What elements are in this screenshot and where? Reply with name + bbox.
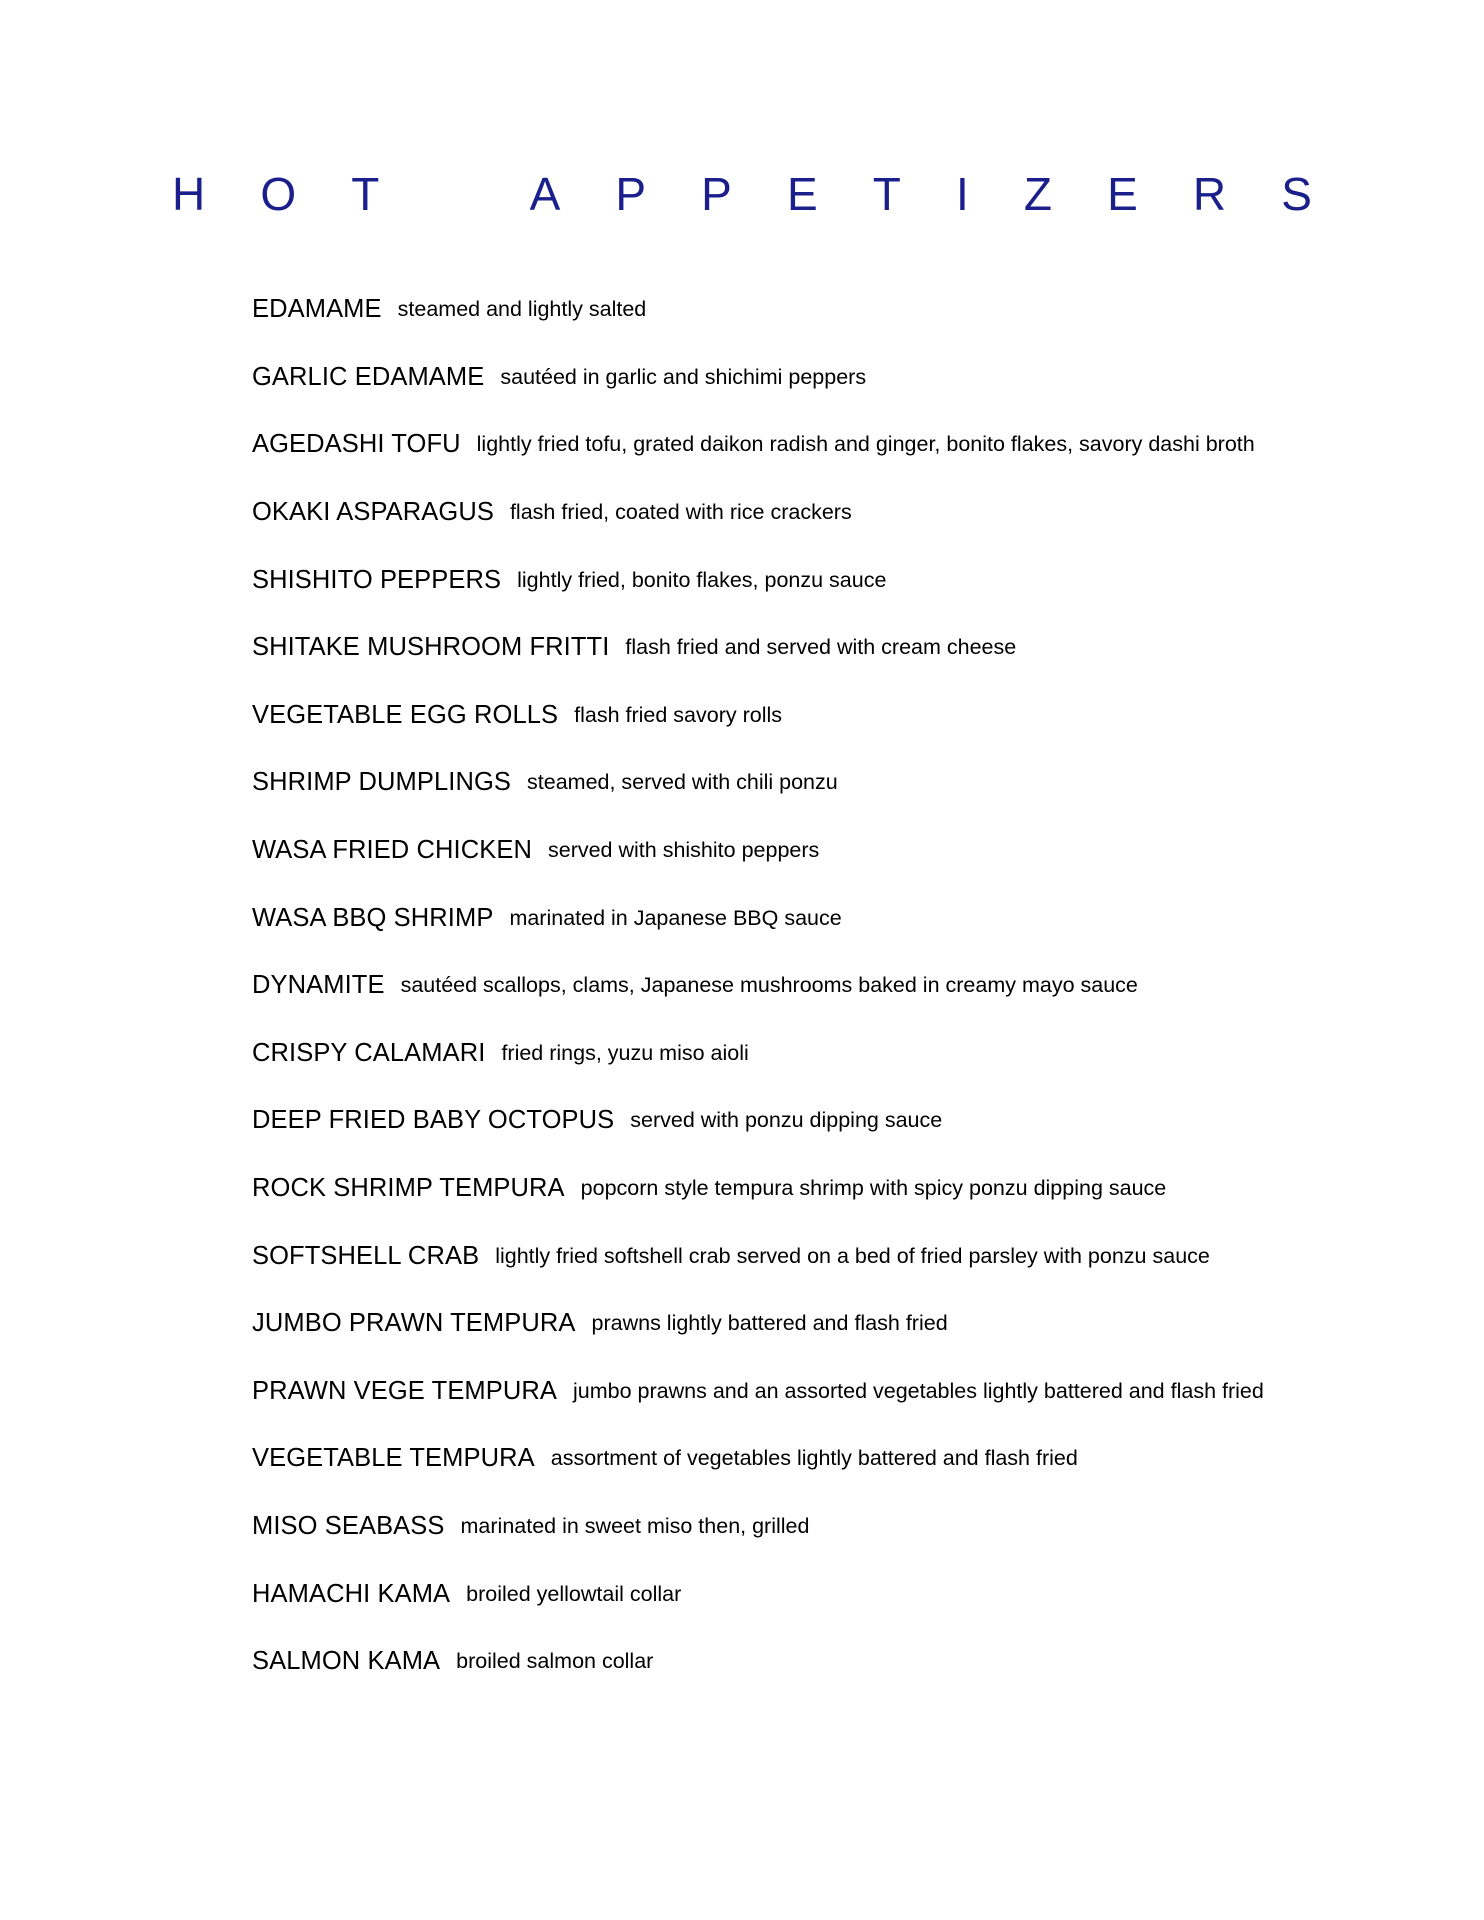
menu-item: [252, 1493, 1402, 1561]
title-letter: O: [260, 168, 297, 220]
item-name: SHRIMP DUMPLINGS: [252, 768, 512, 797]
item-description: served with shishito peppers: [547, 838, 820, 863]
item-name: EDAMAME: [252, 295, 382, 324]
menu-item: [252, 1020, 1402, 1088]
menu-item: [252, 546, 1402, 614]
item-description: jumbo prawns and an assorted vegetables lightly battered and flash fried: [573, 1378, 1264, 1403]
menu-item: [252, 884, 1402, 952]
item-description: assortment of vegetables lightly battered and flash fried: [550, 1446, 1078, 1471]
item-name: CRISPY CALAMARI: [252, 1038, 486, 1067]
item-description: broiled salmon collar: [456, 1649, 654, 1674]
item-name: PRAWN VEGE TEMPURA: [252, 1376, 558, 1405]
menu-item: [252, 276, 1402, 344]
menu-item: [252, 1358, 1402, 1426]
item-description: flash fried savory rolls: [574, 702, 783, 727]
item-description: prawns lightly battered and flash fried: [591, 1311, 948, 1336]
item-name: WASA BBQ SHRIMP: [252, 903, 494, 932]
item-name: DYNAMITE: [252, 971, 385, 1000]
title-letter: P: [701, 168, 732, 220]
item-description: flash fried and served with cream cheese: [625, 635, 1017, 660]
item-name: ROCK SHRIMP TEMPURA: [252, 1174, 565, 1203]
menu-item: [252, 479, 1402, 547]
title-letter: E: [786, 168, 818, 220]
item-description: lightly fried tofu, grated daikon radish and ginger, bonito flakes, savory dashi broth: [476, 432, 1255, 457]
menu-item: [252, 817, 1402, 885]
item-name: SHITAKE MUSHROOM FRITTI: [252, 633, 610, 662]
menu-item: [252, 1628, 1402, 1696]
menu-item: [252, 1290, 1402, 1358]
item-description: steamed and lightly salted: [397, 297, 647, 322]
item-name: HAMACHI KAMA: [252, 1579, 451, 1608]
menu-item: [252, 1222, 1402, 1290]
title-letter: H: [172, 168, 206, 220]
appetizer-list: [252, 276, 1402, 1695]
item-description: steamed, served with chili ponzu: [527, 770, 838, 795]
menu-item: [252, 614, 1402, 682]
menu-item: [252, 1425, 1402, 1493]
title-letter: T: [872, 168, 901, 220]
menu-item: [252, 1155, 1402, 1223]
item-name: SHISHITO PEPPERS: [252, 565, 502, 594]
item-description: sautéed scallops, clams, Japanese mushrooms baked in creamy mayo sauce: [400, 973, 1138, 998]
item-description: served with ponzu dipping sauce: [630, 1108, 943, 1133]
title-letter: P: [615, 168, 647, 220]
menu-item: [252, 682, 1402, 750]
title-letter: E: [1107, 168, 1138, 220]
item-description: marinated in sweet miso then, grilled: [460, 1513, 810, 1538]
title-letter: A: [529, 168, 561, 220]
item-name: DEEP FRIED BABY OCTOPUS: [252, 1106, 615, 1135]
item-description: popcorn style tempura shrimp with spicy ponzu dipping sauce: [580, 1176, 1167, 1201]
item-description: broiled yellowtail collar: [466, 1581, 682, 1606]
menu-item: [252, 1560, 1402, 1628]
menu-item: [252, 1087, 1402, 1155]
item-name: WASA FRIED CHICKEN: [252, 836, 532, 865]
title-letter: Z: [1023, 168, 1052, 220]
item-description: lightly fried softshell crab served on a bed of fried parsley with ponzu sauce: [495, 1243, 1210, 1268]
menu-item: [252, 411, 1402, 479]
item-description: flash fried, coated with rice crackers: [509, 500, 852, 525]
item-name: VEGETABLE EGG ROLLS: [252, 700, 559, 729]
menu-item: [252, 952, 1402, 1020]
item-name: AGEDASHI TOFU: [252, 430, 461, 459]
item-name: VEGETABLE TEMPURA: [252, 1444, 535, 1473]
item-description: lightly fried, bonito flakes, ponzu sauce: [517, 567, 887, 592]
item-name: JUMBO PRAWN TEMPURA: [252, 1309, 576, 1338]
title-letter: R: [1192, 168, 1227, 220]
title-letter: T: [351, 168, 380, 220]
title-letter: S: [1281, 168, 1312, 220]
item-name: MISO SEABASS: [252, 1511, 445, 1540]
title-letter: I: [955, 168, 969, 220]
item-name: GARLIC EDAMAME: [252, 362, 485, 391]
item-description: sautéed in garlic and shichimi peppers: [500, 364, 867, 389]
item-name: OKAKI ASPARAGUS: [252, 498, 494, 527]
page-title: [172, 168, 1312, 220]
item-description: marinated in Japanese BBQ sauce: [509, 905, 842, 930]
menu-item: [252, 749, 1402, 817]
item-description: fried rings, yuzu miso aioli: [501, 1040, 749, 1065]
item-name: SALMON KAMA: [252, 1647, 441, 1676]
menu-item: [252, 344, 1402, 412]
item-name: SOFTSHELL CRAB: [252, 1241, 480, 1270]
